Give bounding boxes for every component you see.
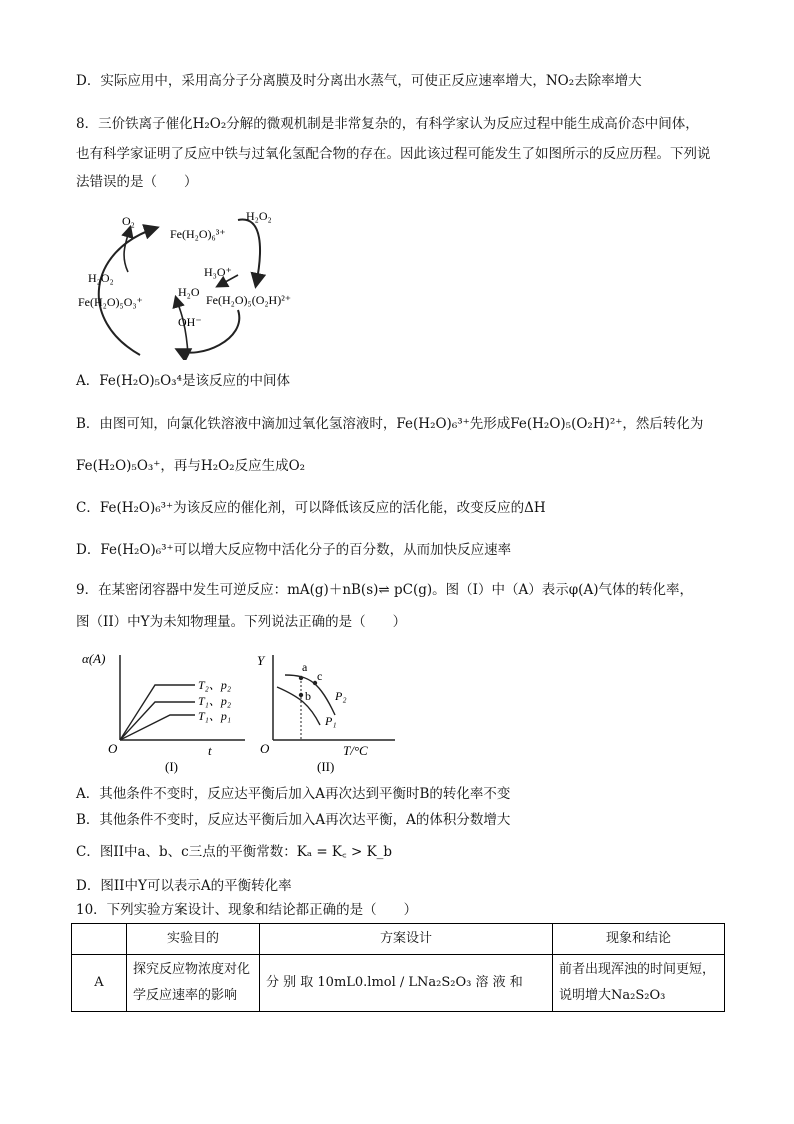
cycle-branch-o2	[124, 228, 130, 272]
graph1-curve-label-0: T₂、p₂	[198, 678, 232, 692]
q9-stem-line2: 图（II）中Y为未知物理量。下列说法正确的是（ ）	[76, 614, 407, 630]
q8-option-b-line1: B．由图可知，向氯化铁溶液中滴加过氧化氢溶液时，Fe(H₂O)₆³⁺先形成Fe(H₂O)₅(O₂H)²⁺，然后转化为	[76, 416, 704, 432]
graph1-curve-label-1: T₁、p₂	[198, 694, 232, 708]
cycle-oh: OH⁻	[178, 315, 202, 329]
q8-stem-line3: 法错误的是（ ）	[76, 174, 198, 190]
cycle-fe5o3: Fe(H₂O)₅O₃⁺	[78, 295, 143, 309]
cycle-o2: O₂	[122, 214, 135, 228]
table-cell-purpose: 探究反应物浓度对化学反应速率的影响	[127, 955, 260, 1012]
q8-option-b-line2: Fe(H₂O)₅O₃⁺，再与H₂O₂反应生成O₂	[76, 458, 306, 474]
graph2-point-1: b	[305, 689, 311, 703]
reaction-cycle-diagram	[78, 200, 328, 360]
graph-I	[80, 645, 250, 775]
table-header-row	[72, 924, 725, 955]
graph2-ylabel: Y	[257, 653, 265, 668]
table-row	[72, 955, 725, 1012]
q8-option-a: A．Fe(H₂O)₅O₃⁴是该反应的中间体	[76, 373, 290, 389]
curve-t2p2	[120, 685, 195, 740]
table-header-cell: 实验目的	[127, 924, 260, 955]
graph2-curve-label-1: P₁	[325, 714, 337, 728]
q8-option-c: C．Fe(H₂O)₆³⁺为该反应的催化剂，可以降低该反应的活化能，改变反应的ΔH	[76, 500, 546, 516]
graph2-point-0: a	[302, 660, 308, 674]
cycle-h2o: H₂O	[178, 285, 200, 299]
graph2-origin: O	[260, 741, 270, 756]
experiment-table	[71, 923, 725, 1012]
cycle-fe6: Fe(H₂O)₆³⁺	[170, 227, 226, 241]
table-cell-label: A	[72, 955, 127, 1012]
graph2-caption: (II)	[317, 759, 335, 774]
curve-p1	[277, 687, 320, 725]
cycle-arc-left	[99, 228, 156, 355]
graph-II	[255, 645, 400, 775]
graph1-curve-label-2: T₁、p₁	[198, 709, 232, 723]
q9-option-c: C．图II中a、b、c三点的平衡常数：Kₐ = K꜀ > K_b	[76, 844, 393, 860]
graph1-xlabel: t	[208, 743, 212, 758]
cycle-h3o: H₃O⁺	[204, 265, 232, 279]
q9-option-b: B．其他条件不变时，反应达平衡后加入A再次达平衡，A的体积分数增大	[76, 812, 511, 828]
graph2-curve-label-0: P₂	[335, 689, 347, 703]
graph1-caption: (I)	[165, 759, 178, 774]
table-header-cell: 现象和结论	[553, 924, 725, 955]
cycle-h2o2-left: H₂O₂	[88, 271, 114, 285]
cycle-arc-top	[238, 220, 260, 285]
q8-stem-line2: 也有科学家证明了反应中铁与过氧化氢配合物的存在。因此该过程可能发生了如图所示的反应历程。下列说	[76, 146, 711, 162]
cycle-h2o2-top: H₂O₂	[246, 209, 272, 223]
graph1-ylabel: α(A)	[82, 651, 106, 666]
q9-option-d: D．图II中Y可以表示A的平衡转化率	[76, 878, 292, 894]
graph2-xlabel: T/°C	[343, 743, 368, 758]
q8-option-d: D．Fe(H₂O)₆³⁺可以增大反应物中活化分子的百分数，从而加快反应速率	[76, 542, 512, 558]
table-cell-result: 前者出现浑浊的时间更短，说明增大Na₂S₂O₃	[553, 955, 725, 1012]
table-header-cell	[72, 924, 127, 955]
graph2-point-2: c	[317, 669, 323, 683]
q9-stem-line1: 9．在某密闭容器中发生可逆反应：mA(g)＋nB(s)⇌ pC(g)。图（I）中（A）表示φ(A)气体的转化率，	[76, 582, 693, 598]
graph1-origin: O	[108, 741, 118, 756]
q10-stem: 10．下列实验方案设计、现象和结论都正确的是（ ）	[76, 902, 418, 918]
q8-stem-line1: 8．三价铁离子催化H₂O₂分解的微观机制是非常复杂的，有科学家认为反应过程中能生成高价态中间体，	[76, 116, 699, 132]
table-header-cell: 方案设计	[260, 924, 553, 955]
cycle-fe5o2h: Fe(H₂O)₅(O₂H)²⁺	[206, 293, 292, 307]
table-cell-design: 分 别 取 10mL0.lmol / LNa₂S₂O₃ 溶 液 和	[260, 955, 553, 1012]
q7-option-d: D．实际应用中，采用高分子分离膜及时分离出水蒸气，可使正反应速率增大，NO₂去除率增大	[76, 73, 642, 89]
q9-option-a: A．其他条件不变时，反应达平衡后加入A再次达到平衡时B的转化率不变	[76, 786, 511, 802]
